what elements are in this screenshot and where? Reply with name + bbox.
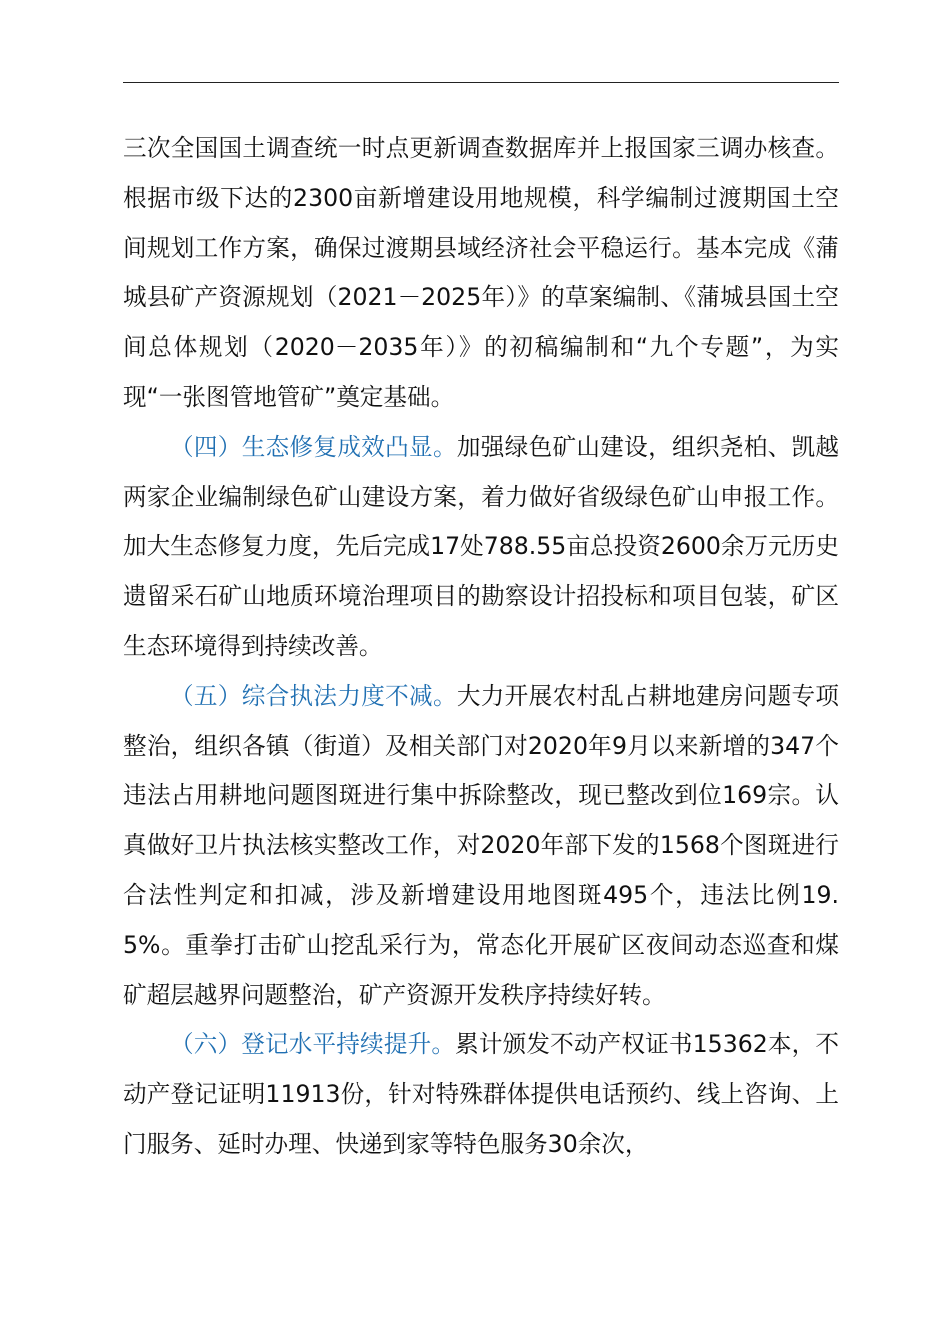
- section-heading-4: （四）生态修复成效凸显。: [170, 432, 457, 461]
- paragraph-registration: [123, 1020, 839, 1169]
- paragraph-ecological-restoration: [123, 423, 839, 672]
- paragraph-text: 加强绿色矿山建设，组织尧柏、凯越两家企业编制绿色矿山建设方案，着力做好省级绿色矿山申报工作。加大生态修复力度，先后完成17处788.55亩总投资2600余万元历史遗留采石矿山地质环境治理项目的勘察设计招投标和项目包装，矿区生态环境得到持续改善。: [123, 432, 840, 660]
- section-heading-5: （五）综合执法力度不减。: [170, 681, 457, 710]
- paragraph-text: 大力开展农村乱占耕地建房问题专项整治，组织各镇（街道）及相关部门对2020年9月以来新增的347个违法占用耕地问题图斑进行集中拆除整改，现已整改到位169宗。认真做好卫片执法核实整改工作，对2020年部下发的1568个图斑进行合法性判定和扣减，涉及新增建设用地图斑495个，违法比例19.5%。重拳打击矿山挖乱采行为，常态化开展矿区夜间动态巡查和煤矿超层越界问题整治，矿产资源开发秩序持续好转。: [123, 681, 840, 1009]
- paragraph-continuation: [123, 124, 839, 423]
- paragraph-law-enforcement: [123, 672, 839, 1021]
- paragraph-text: 累计颁发不动产权证书15362本，不动产登记证明11913份，针对特殊群体提供电话预约、线上咨询、上门服务、延时办理、快递到家等特色服务30余次，: [123, 1030, 839, 1158]
- paragraph-text: 三次全国国土调查统一时点更新调查数据库并上报国家三调办核查。根据市级下达的2300亩新增建设用地规模，科学编制过渡期国土空间规划工作方案，确保过渡期县域经济社会平稳运行。基本完成《蒲城县矿产资源规划（2021－2025年）》的草案编制、《蒲城县国土空间总体规划（2020－2035年）》的初稿编制和“九个专题”，为实现“一张图管地管矿”奠定基础。: [123, 134, 839, 411]
- document-body: [123, 124, 839, 1170]
- header-rule: [123, 82, 839, 83]
- section-heading-6: （六）登记水平持续提升。: [170, 1030, 456, 1059]
